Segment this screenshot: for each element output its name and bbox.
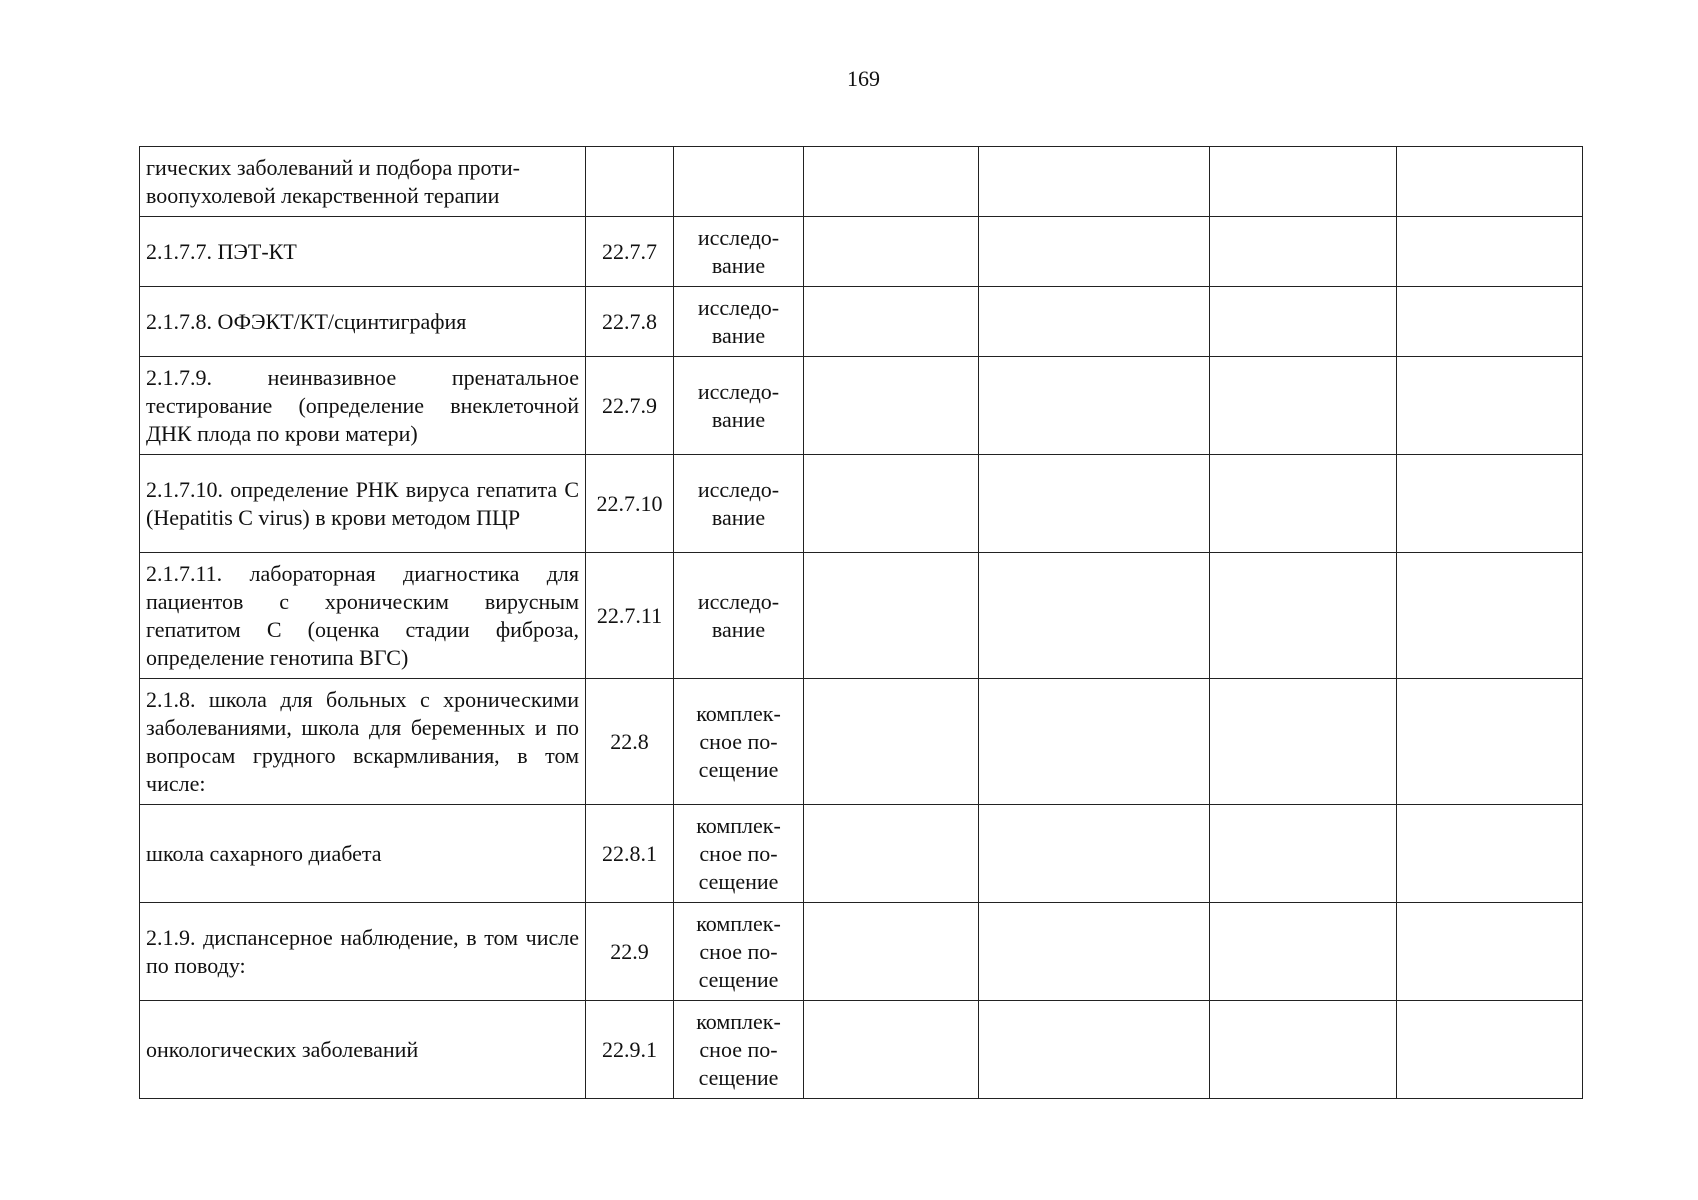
row-name: 2.1.7.7. ПЭТ-КТ: [146, 238, 297, 264]
row-name: 2.1.8. школа для больных с хроническими заболеваниями, школа для беременных и по вопросам грудного вскармливания, в том числе:: [146, 686, 579, 796]
row-name-cell: [140, 679, 586, 805]
row-unit-cell: [674, 217, 804, 287]
row-code-cell: 22.8.1: [586, 805, 674, 903]
unit-line: вание: [711, 252, 766, 278]
row-name-cell: [140, 455, 586, 553]
table-row: [140, 287, 1583, 357]
unit-line: комплек-: [696, 812, 781, 838]
table-row: [140, 147, 1583, 217]
empty-cell: [1210, 553, 1397, 679]
empty-cell: [804, 357, 979, 455]
empty-cell: [1210, 217, 1397, 287]
row-code-cell: 22.7.11: [586, 553, 674, 679]
row-unit-cell: [674, 553, 804, 679]
empty-cell: [979, 357, 1210, 455]
row-name-cell: [140, 217, 586, 287]
table-row: [140, 679, 1583, 805]
row-unit-cell: [674, 455, 804, 553]
page-number: 169: [847, 66, 880, 91]
unit-line: сещение: [698, 966, 779, 992]
row-name-cell: [140, 805, 586, 903]
empty-cell: [1210, 147, 1397, 217]
unit-line: исследо-: [697, 588, 780, 614]
empty-cell: [804, 903, 979, 1001]
table-row: [140, 805, 1583, 903]
unit-line: сное по-: [699, 728, 778, 754]
row-name: 2.1.7.10. определение РНК вируса гепатита C (Hepatitis C virus) в крови методом ПЦР: [146, 476, 579, 530]
unit-line: вание: [711, 406, 766, 432]
empty-cell: [979, 1001, 1210, 1099]
empty-cell: [1210, 805, 1397, 903]
unit-line: комплек-: [696, 1008, 781, 1034]
unit-line: сещение: [698, 1064, 779, 1090]
empty-cell: [1397, 553, 1583, 679]
empty-cell: [804, 1001, 979, 1099]
empty-cell: [1397, 357, 1583, 455]
empty-cell: [1397, 217, 1583, 287]
empty-cell: [804, 147, 979, 217]
empty-cell: [979, 805, 1210, 903]
unit-line: сное по-: [699, 1036, 778, 1062]
empty-cell: [804, 217, 979, 287]
row-unit-cell: [674, 679, 804, 805]
empty-cell: [1397, 455, 1583, 553]
row-code-cell: 22.9.1: [586, 1001, 674, 1099]
empty-cell: [1210, 455, 1397, 553]
table-row: [140, 553, 1583, 679]
unit-line: сное по-: [699, 938, 778, 964]
empty-cell: [804, 553, 979, 679]
unit-line: комплек-: [696, 700, 781, 726]
empty-cell: [1210, 1001, 1397, 1099]
row-name-cell: [140, 903, 586, 1001]
table-row: [140, 217, 1583, 287]
empty-cell: [804, 805, 979, 903]
row-code-cell: 22.7.9: [586, 357, 674, 455]
empty-cell: [979, 553, 1210, 679]
unit-line: исследо-: [697, 224, 780, 250]
empty-cell: [979, 455, 1210, 553]
empty-cell: [1210, 287, 1397, 357]
row-unit-cell: [674, 147, 804, 217]
unit-line: комплек-: [696, 910, 781, 936]
unit-line: сещение: [698, 868, 779, 894]
empty-cell: [979, 679, 1210, 805]
table-row: [140, 357, 1583, 455]
unit-line: сещение: [698, 756, 779, 782]
row-name: 2.1.7.8. ОФЭКТ/КТ/сцинтиграфия: [146, 308, 467, 334]
row-name: 2.1.9. диспансерное наблюдение, в том числе по поводу:: [146, 924, 579, 978]
row-name: онкологических заболеваний: [146, 1036, 419, 1062]
row-code-cell: 22.9: [586, 903, 674, 1001]
row-code-cell: 22.7.10: [586, 455, 674, 553]
empty-cell: [804, 679, 979, 805]
table-row: [140, 455, 1583, 553]
data-table: [139, 146, 1583, 1099]
row-code-cell: 22.7.7: [586, 217, 674, 287]
row-code-cell: 22.7.8: [586, 287, 674, 357]
empty-cell: [979, 287, 1210, 357]
unit-line: вание: [711, 616, 766, 642]
row-unit-cell: [674, 805, 804, 903]
unit-line: исследо-: [697, 294, 780, 320]
unit-line: сное по-: [699, 840, 778, 866]
row-unit-cell: [674, 1001, 804, 1099]
row-name-cell: [140, 553, 586, 679]
empty-cell: [979, 147, 1210, 217]
row-name-cell: [140, 147, 586, 217]
empty-cell: [1210, 679, 1397, 805]
row-code-cell: 22.8: [586, 679, 674, 805]
empty-cell: [804, 287, 979, 357]
empty-cell: [1397, 903, 1583, 1001]
table-body: [140, 147, 1583, 1099]
table-row: [140, 903, 1583, 1001]
row-unit-cell: [674, 357, 804, 455]
empty-cell: [979, 217, 1210, 287]
unit-line: исследо-: [697, 476, 780, 502]
row-name: школа сахарного диабета: [146, 840, 382, 866]
empty-cell: [1397, 287, 1583, 357]
row-name-cell: [140, 357, 586, 455]
row-name-line: воопухолевой лекарственной терапии: [146, 182, 500, 208]
row-unit-cell: [674, 287, 804, 357]
unit-line: вание: [711, 322, 766, 348]
unit-line: вание: [711, 504, 766, 530]
row-name-cell: [140, 287, 586, 357]
empty-cell: [1210, 357, 1397, 455]
unit-line: исследо-: [697, 378, 780, 404]
empty-cell: [979, 903, 1210, 1001]
empty-cell: [804, 455, 979, 553]
row-code-cell: [586, 147, 674, 217]
table-row: [140, 1001, 1583, 1099]
empty-cell: [1397, 805, 1583, 903]
row-name-line: гических заболеваний и подбора проти-: [146, 154, 520, 180]
empty-cell: [1397, 1001, 1583, 1099]
row-name-cell: [140, 1001, 586, 1099]
row-unit-cell: [674, 903, 804, 1001]
empty-cell: [1397, 679, 1583, 805]
empty-cell: [1210, 903, 1397, 1001]
row-name: 2.1.7.9. неинвазивное пренатальное тестирование (определение внеклеточной ДНК плода по крови матери): [146, 364, 579, 446]
empty-cell: [1397, 147, 1583, 217]
row-name: 2.1.7.11. лабораторная диагностика для пациентов с хроническим вирусным гепатитом C (оценка стадии фиброза, определение генотипа ВГС): [146, 560, 579, 670]
